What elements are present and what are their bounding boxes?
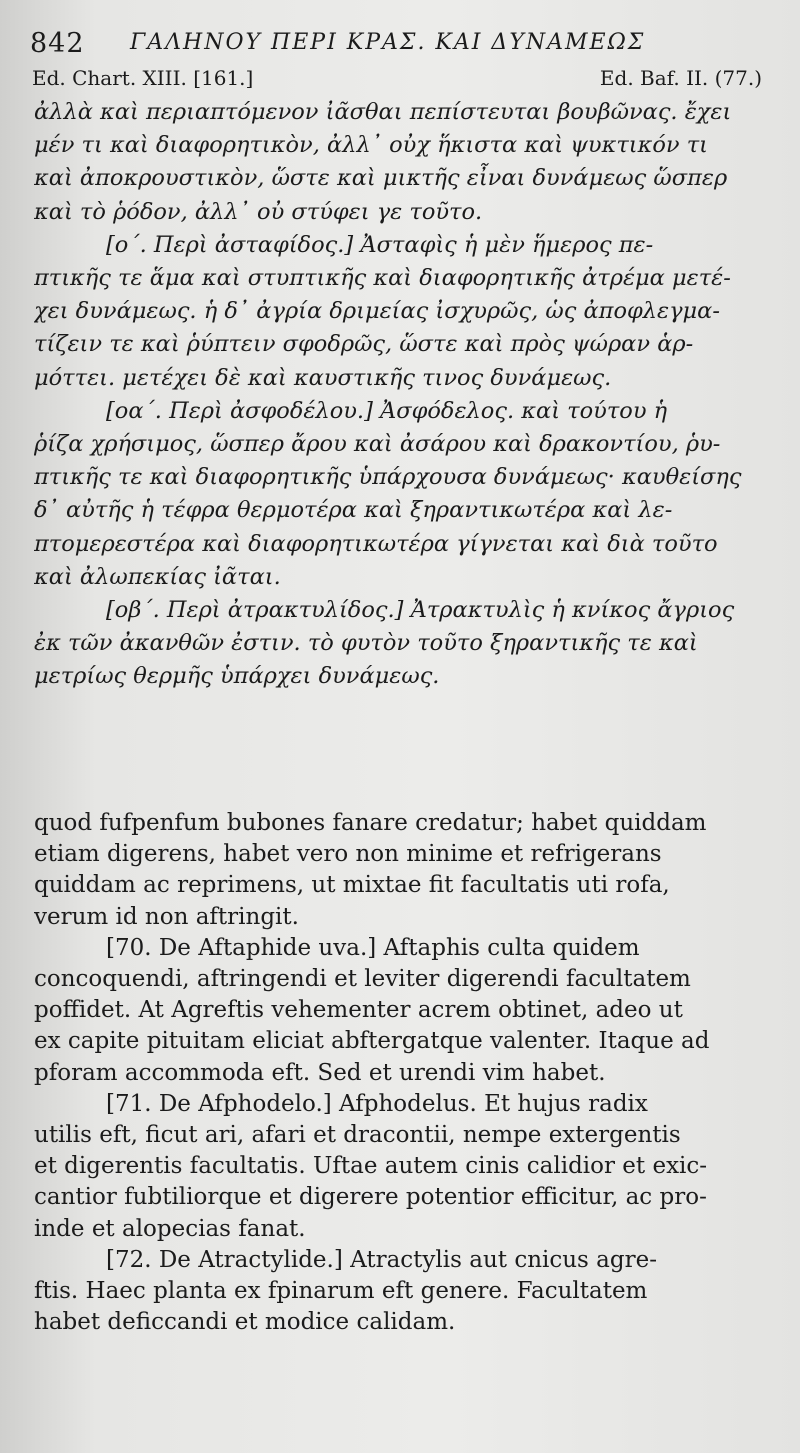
text-line: poffidet. At Agreftis vehementer acrem obtinet, adeo ut [34, 997, 683, 1024]
text-line: utilis eft, ficut ari, afari et dracontii, nempe extergentis [34, 1122, 681, 1149]
text-line: πτομερεστέρα καὶ διαφορητικωτέρα γίγνεται καὶ διὰ τοῦτο [34, 530, 718, 557]
page-header [30, 22, 770, 62]
text-line: [οα΄. Περὶ ἀσφοδέλου.] Ἀσφόδελος. καὶ τούτου ἡ [106, 397, 668, 424]
text-line: quiddam ac reprimens, ut mixtae fit facultatis uti rofa, [34, 872, 670, 899]
text-line: pforam accommoda eft. Sed et urendi vim habet. [34, 1059, 606, 1086]
text-line: [71. De Afphodelo.] Afphodelus. Et hujus radix [106, 1090, 648, 1117]
latin-paragraph-astaphide [34, 933, 764, 1089]
text-line: μόττει. μετέχει δὲ καὶ καυστικῆς τινος δυνάμεως. [34, 364, 612, 391]
greek-paragraph-astaphis [34, 229, 764, 395]
text-line: [οβ΄. Περὶ ἀτρακτυλίδος.] Ἀτρακτυλὶς ἡ κνίκος ἄγριος [106, 597, 735, 624]
text-line: ἀλλὰ καὶ περιαπτόμενον ἰᾶσθαι πεπίστευται βουβῶνας. ἔχει [34, 99, 732, 125]
latin-text-block [34, 808, 764, 1338]
latin-paragraph-atractylide [34, 1245, 764, 1339]
latin-paragraph [34, 808, 764, 933]
text-line: ftis. Haec planta ex fpinarum eft genere. Facultatem [34, 1278, 648, 1305]
latin-paragraph-asphodelo [34, 1089, 764, 1245]
text-line: πτικῆς τε καὶ διαφορητικῆς ὑπάρχουσα δυνάμεως· καυθείσης [34, 464, 742, 491]
text-line: etiam digerens, habet vero non minime et refrigerans [34, 841, 662, 868]
text-line: καὶ τὸ ῥόδον, ἀλλ᾽ οὐ στύφει γε τοῦτο. [34, 198, 483, 225]
greek-paragraph [34, 96, 764, 229]
text-line: ἐκ τῶν ἀκανθῶν ἐστιν. τὸ φυτὸν τοῦτο ξηραντικῆς τε καὶ [34, 630, 698, 657]
page-number: 842 [30, 28, 85, 59]
text-line: habet deficcandi et modice calidam. [34, 1309, 456, 1336]
text-line: verum id non aftringit. [34, 903, 299, 930]
text-line: quod fufpenfum bubones fanare credatur; habet quiddam [34, 810, 707, 836]
edition-reference-left: Ed. Chart. XIII. [161.] [32, 66, 254, 90]
text-line: [72. De Atractylide.] Atractylis aut cnicus agre- [106, 1246, 657, 1273]
text-line: καὶ ἀλωπεκίας ἰᾶται. [34, 563, 281, 590]
text-line: ex capite pituitam eliciat abftergatque valenter. Itaque ad [34, 1028, 710, 1055]
greek-text-block [34, 96, 764, 694]
running-title: ΓΑΛΗΝΟΥ ΠΕΡΙ ΚΡΑΣ. ΚΑΙ ΔΥΝΑΜΕΩΣ [130, 30, 646, 55]
text-line: χει δυνάμεως. ἡ δ᾽ ἀγρία δριμείας ἰσχυρῶς, ὡς ἀποφλεγμα- [34, 298, 720, 325]
greek-paragraph-atractylis [34, 594, 764, 694]
text-line: καὶ ἀποκρουστικὸν, ὥστε καὶ μικτῆς εἶναι δυνάμεως ὥσπερ [34, 165, 728, 192]
greek-paragraph-asphodelus [34, 395, 764, 594]
text-line: τίζειν τε καὶ ῥύπτειν σφοδρῶς, ὥστε καὶ πρὸς ψώραν ἁρ- [34, 331, 694, 358]
text-line: πτικῆς τε ἅμα καὶ στυπτικῆς καὶ διαφορητικῆς ἀτρέμα μετέ- [34, 265, 731, 292]
edition-reference-right: Ed. Baf. II. (77.) [599, 66, 762, 90]
text-line: et digerentis facultatis. Uftae autem cinis calidior et exic- [34, 1153, 708, 1180]
text-line: ῥίζα χρήσιμος, ὥσπερ ἄρου καὶ ἀσάρου καὶ δρακοντίου, ῥυ- [34, 431, 721, 458]
text-line: concoquendi, aftringendi et leviter digerendi facultatem [34, 966, 691, 993]
text-line: μέν τι καὶ διαφορητικὸν, ἀλλ᾽ οὐχ ἥκιστα καὶ ψυκτικόν τι [34, 132, 709, 159]
text-line: [ο΄. Περὶ ἀσταφίδος.] Ἀσταφὶς ἡ μὲν ἥμερος πε- [106, 231, 654, 258]
text-line: δ᾽ αὐτῆς ἡ τέφρα θερμοτέρα καὶ ξηραντικωτέρα καὶ λε- [34, 497, 673, 524]
text-line: μετρίως θερμῆς ὑπάρχει δυνάμεως. [34, 663, 440, 690]
text-line: [70. De Aftaphide uva.] Aftaphis culta quidem [106, 934, 640, 961]
text-line: inde et alopecias fanat. [34, 1215, 306, 1242]
text-line: cantior fubtiliorque et digerere potentior efficitur, ac pro- [34, 1184, 707, 1211]
